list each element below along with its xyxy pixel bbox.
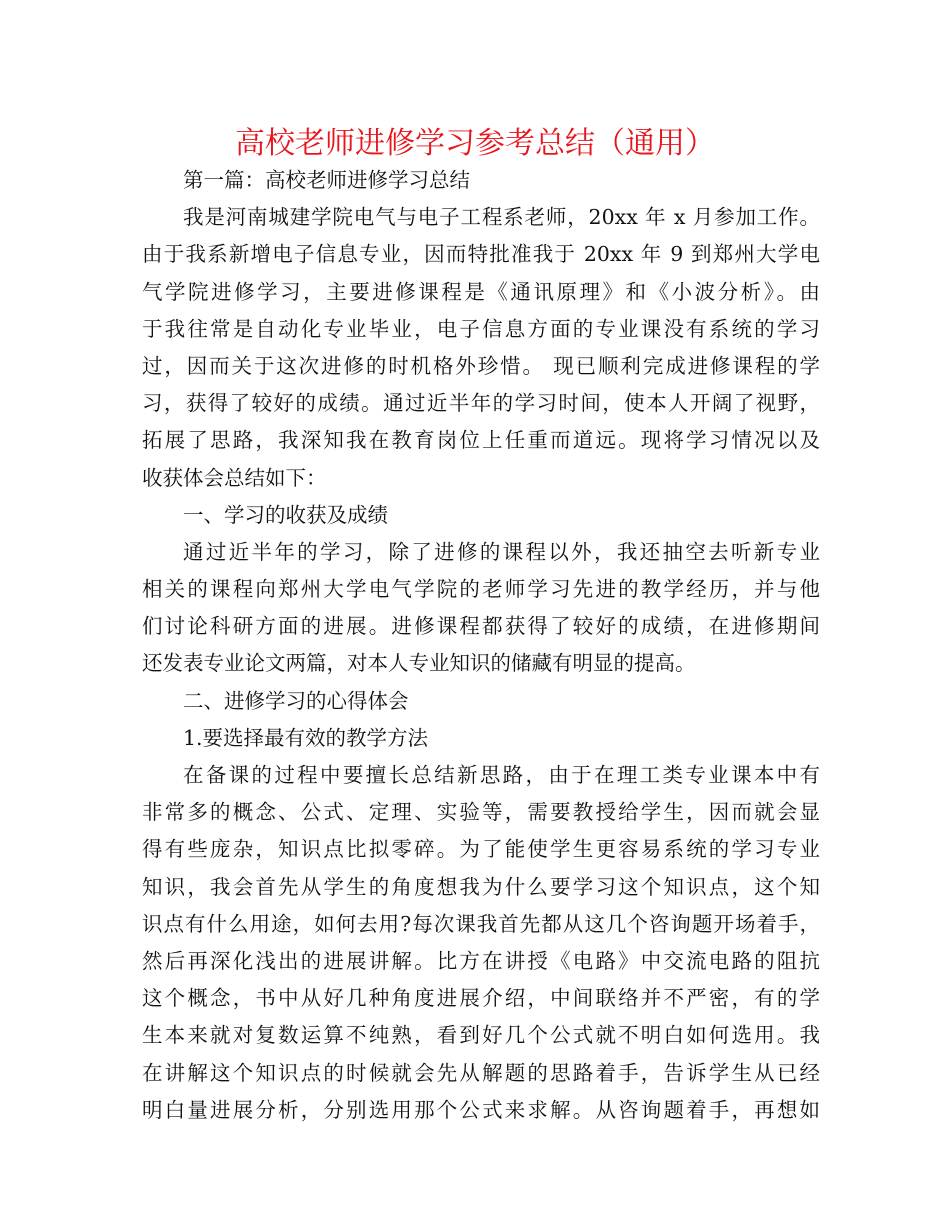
text-line: 我是河南城建学院电气与电子工程系老师，20xx 年 x 月参加工作。 [183, 205, 820, 230]
text-line: 在备课的过程中要擅长总结新思路，由于在理工类专业课本中有 [183, 763, 820, 787]
text-line: 非常多的概念、公式、定理、实验等，需要教授给学生，因而就会显 [142, 800, 820, 825]
text-line: 一、学习的收获及成绩 [183, 502, 388, 527]
document-title: 高校老师进修学习参考总结（通用） [235, 126, 715, 161]
text-line: 还发表专业论文两篇，对本人专业知识的储藏有明显的提高。 [142, 651, 696, 676]
text-line: 气学院进修学习，主要进修课程是《通讯原理》和《小波分析》。由 [142, 279, 820, 304]
text-line: 习，获得了较好的成绩。通过近半年的学习时间，使本人开阔了视野， [142, 391, 820, 416]
text-line: 这个概念，书中从好几种角度进展介绍，中间联络并不严密，有的学 [142, 986, 820, 1011]
text-line: 知识，我会首先从学生的角度想我为什么要学习这个知识点，这个知 [142, 874, 820, 899]
text-line: 相关的课程向郑州大学电气学院的老师学习先进的教学经历，并与他 [142, 577, 820, 602]
text-line: 过，因而关于这次进修的时机格外珍惜。 现已顺利完成进修课程的学 [142, 353, 820, 378]
text-line: 然后再深化浅出的进展讲解。比方在讲授《电路》中交流电路的阻抗 [142, 948, 820, 973]
text-line: 由于我系新增电子信息专业，因而特批准我于 20xx 年 9 到郑州大学电 [142, 242, 820, 267]
text-line: 第一篇：高校老师进修学习总结 [183, 168, 470, 192]
text-line: 收获体会总结如下： [142, 465, 327, 490]
text-line: 识点有什么用途，如何去用?每次课我首先都从这几个咨询题开场着手， [142, 911, 820, 936]
document-body [142, 162, 820, 1129]
text-line: 1.要选择最有效的教学方法 [183, 725, 429, 750]
text-line: 们讨论科研方面的进展。进修课程都获得了较好的成绩，在进修期间 [142, 614, 820, 639]
text-line: 通过近半年的学习，除了进修的课程以外，我还抽空去听新专业 [183, 539, 820, 564]
text-line: 拓展了思路，我深知我在教育岗位上任重而道远。现将学习情况以及 [142, 428, 820, 453]
text-line: 得有些庞杂，知识点比拟零碎。为了能使学生更容易系统的学习专业 [142, 837, 820, 862]
text-line: 二、进修学习的心得体会 [183, 688, 409, 713]
text-line: 明白量进展分析，分别选用那个公式来求解。从咨询题着手，再想如 [142, 1097, 820, 1122]
text-line: 在讲解这个知识点的时候就会先从解题的思路着手，告诉学生从已经 [142, 1060, 820, 1085]
text-line: 生本来就对复数运算不纯熟，看到好几个公式就不明白如何选用。我 [142, 1023, 820, 1048]
text-line: 于我往常是自动化专业毕业，电子信息方面的专业课没有系统的学习 [142, 316, 820, 341]
